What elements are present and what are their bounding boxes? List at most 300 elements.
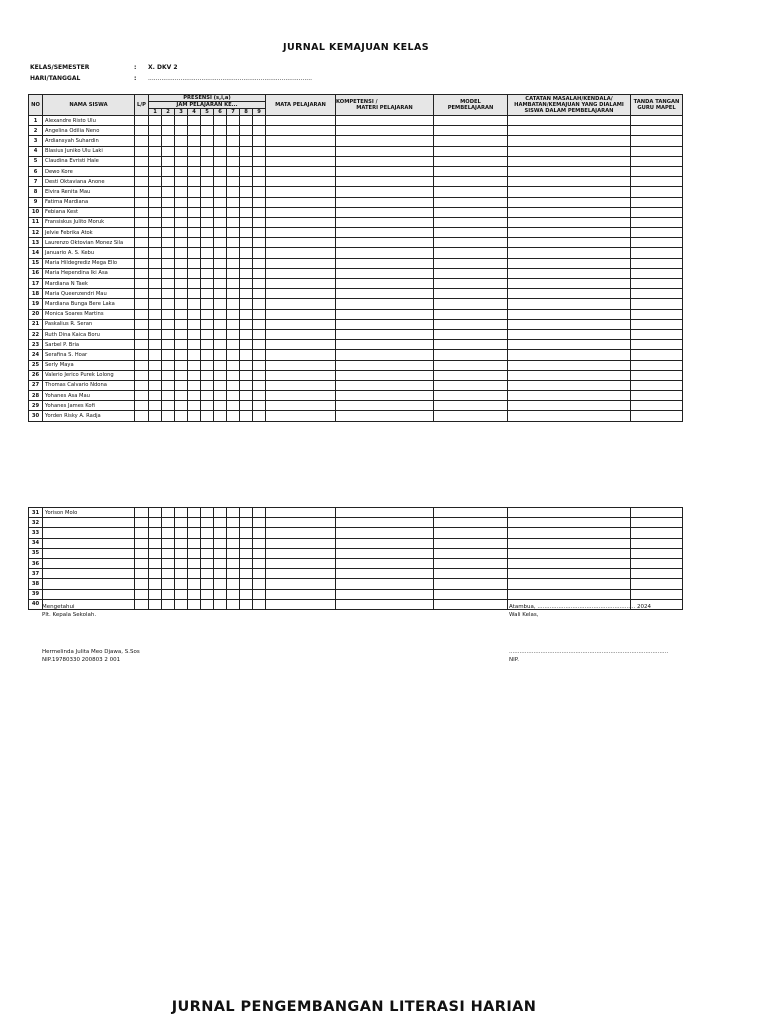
jam-cell	[175, 299, 188, 309]
jam-cell	[240, 350, 253, 360]
student-name	[43, 528, 135, 538]
jam-cell	[149, 391, 162, 401]
sig-left-name: Hermelinda Julita Meo Djawa, S.Sos	[42, 649, 140, 655]
catatan-cell	[508, 518, 631, 528]
jam-cell	[162, 116, 175, 126]
jam-cell	[201, 569, 214, 579]
jam-cell	[149, 599, 162, 609]
jam-cell	[175, 538, 188, 548]
jam-cell	[227, 309, 240, 319]
table-row	[29, 518, 683, 528]
jam-cell	[253, 411, 266, 421]
jam-cell	[188, 589, 201, 599]
jam-cell	[188, 319, 201, 329]
model-cell	[434, 391, 508, 401]
lp-cell	[135, 248, 149, 258]
student-name	[43, 538, 135, 548]
model-cell	[434, 528, 508, 538]
jam-cell	[214, 207, 227, 217]
mapel-cell	[266, 589, 336, 599]
model-cell	[434, 508, 508, 518]
table-row	[29, 548, 683, 558]
jam-cell	[188, 238, 201, 248]
jam-cell	[253, 589, 266, 599]
jam-cell	[201, 116, 214, 126]
jam-cell	[149, 187, 162, 197]
jam-cell	[149, 340, 162, 350]
jam-cell	[201, 508, 214, 518]
model-cell	[434, 309, 508, 319]
jam-cell	[227, 589, 240, 599]
catatan-cell	[508, 126, 631, 136]
kompetensi-cell	[336, 569, 434, 579]
jam-cell	[201, 518, 214, 528]
model-cell	[434, 569, 508, 579]
jam-cell	[240, 319, 253, 329]
catatan-cell	[508, 187, 631, 197]
next-page-title: JURNAL PENGEMBANGAN LITERASI HARIAN	[171, 999, 537, 1015]
jam-cell	[175, 126, 188, 136]
catatan-cell	[508, 258, 631, 268]
lp-cell	[135, 177, 149, 187]
table-row	[29, 238, 683, 248]
model-cell	[434, 518, 508, 528]
ttd-cell	[631, 538, 683, 548]
jam-cell	[240, 197, 253, 207]
catatan-cell	[508, 360, 631, 370]
model-cell	[434, 187, 508, 197]
ttd-cell	[631, 217, 683, 227]
jam-cell	[201, 401, 214, 411]
jam-cell	[188, 370, 201, 380]
jam-cell	[201, 146, 214, 156]
jam-cell	[214, 558, 227, 568]
jam-cell	[201, 197, 214, 207]
jam-cell	[188, 401, 201, 411]
lp-cell	[135, 279, 149, 289]
header-jam: JAM PELAJARAN KE...	[149, 102, 266, 109]
table-row	[29, 248, 683, 258]
student-name	[43, 518, 135, 528]
jam-cell	[175, 548, 188, 558]
sig-left-nip: NIP.19780330 200803 2 001	[42, 656, 121, 663]
lp-cell	[135, 558, 149, 568]
jam-cell	[227, 411, 240, 421]
jam-cell	[149, 136, 162, 146]
catatan-cell	[508, 177, 631, 187]
jam-cell	[162, 558, 175, 568]
student-name: Yorden Risky A. Radja	[43, 411, 135, 421]
lp-cell	[135, 299, 149, 309]
jam-cell	[175, 197, 188, 207]
ttd-cell	[631, 228, 683, 238]
jam-7: 7	[227, 109, 240, 116]
row-number: 32	[29, 518, 43, 528]
catatan-cell	[508, 350, 631, 360]
model-cell	[434, 177, 508, 187]
jam-cell	[227, 370, 240, 380]
row-number: 9	[29, 197, 43, 207]
student-name	[43, 579, 135, 589]
student-name: Mardiana Bunga Bere Laka	[43, 299, 135, 309]
student-name: Januario A. S. Kebu	[43, 248, 135, 258]
jam-cell	[149, 166, 162, 176]
mapel-cell	[266, 569, 336, 579]
jam-cell	[227, 569, 240, 579]
jam-cell	[201, 309, 214, 319]
mapel-cell	[266, 217, 336, 227]
student-rows-continued	[29, 508, 683, 610]
jam-cell	[240, 228, 253, 238]
header-kompetensi	[336, 95, 434, 116]
mapel-cell	[266, 279, 336, 289]
jam-cell	[201, 329, 214, 339]
jam-cell	[175, 166, 188, 176]
jam-cell	[253, 391, 266, 401]
kompetensi-cell	[336, 558, 434, 568]
row-number: 18	[29, 289, 43, 299]
student-name	[43, 558, 135, 568]
catatan-cell	[508, 156, 631, 166]
jam-cell	[175, 177, 188, 187]
row-number: 7	[29, 177, 43, 187]
mapel-cell	[266, 508, 336, 518]
lp-cell	[135, 197, 149, 207]
mapel-cell	[266, 548, 336, 558]
table-row	[29, 380, 683, 390]
jam-cell	[162, 350, 175, 360]
header-model-line1: MODEL	[460, 99, 481, 105]
student-name: Monica Soares Martins	[43, 309, 135, 319]
mapel-cell	[266, 156, 336, 166]
sig-left-role: Plt. Kepala Sekolah.	[42, 611, 97, 618]
jam-cell	[149, 329, 162, 339]
jam-cell	[149, 538, 162, 548]
jam-cell	[214, 370, 227, 380]
table-row	[29, 329, 683, 339]
document-title: JURNAL KEMAJUAN KELAS	[283, 42, 429, 53]
jam-cell	[175, 569, 188, 579]
table-row	[29, 589, 683, 599]
ttd-cell	[631, 579, 683, 589]
student-name: Blasius Juniko Ulu Laki	[43, 146, 135, 156]
student-name: Febiana Kest	[43, 207, 135, 217]
kompetensi-cell	[336, 360, 434, 370]
model-cell	[434, 126, 508, 136]
jam-cell	[253, 538, 266, 548]
ttd-cell	[631, 177, 683, 187]
jam-cell	[253, 548, 266, 558]
jam-cell	[162, 156, 175, 166]
row-number: 31	[29, 508, 43, 518]
jam-cell	[201, 558, 214, 568]
jam-cell	[253, 599, 266, 609]
jam-cell	[162, 360, 175, 370]
jam-cell	[227, 329, 240, 339]
jam-cell	[240, 340, 253, 350]
jam-cell	[188, 329, 201, 339]
table-row	[29, 187, 683, 197]
kompetensi-cell	[336, 217, 434, 227]
jam-cell	[149, 558, 162, 568]
jam-cell	[175, 360, 188, 370]
model-cell	[434, 538, 508, 548]
jam-cell	[253, 279, 266, 289]
jam-cell	[175, 279, 188, 289]
student-name: Yohanes Asa Mau	[43, 391, 135, 401]
ttd-cell	[631, 350, 683, 360]
lp-cell	[135, 187, 149, 197]
lp-cell	[135, 319, 149, 329]
jam-cell	[240, 569, 253, 579]
jam-cell	[175, 599, 188, 609]
jam-cell	[175, 309, 188, 319]
kompetensi-cell	[336, 248, 434, 258]
kompetensi-cell	[336, 126, 434, 136]
student-rows	[29, 116, 683, 422]
mapel-cell	[266, 126, 336, 136]
row-number: 22	[29, 329, 43, 339]
row-number: 3	[29, 136, 43, 146]
jam-cell	[188, 579, 201, 589]
jam-cell	[227, 177, 240, 187]
table-row	[29, 579, 683, 589]
kompetensi-cell	[336, 319, 434, 329]
kompetensi-cell	[336, 136, 434, 146]
jam-cell	[214, 258, 227, 268]
jam-cell	[253, 340, 266, 350]
catatan-cell	[508, 116, 631, 126]
model-cell	[434, 248, 508, 258]
jam-cell	[201, 340, 214, 350]
jam-cell	[240, 528, 253, 538]
sig-right-role: Wali Kelas,	[509, 611, 539, 618]
jam-cell	[214, 340, 227, 350]
student-name: Maria Hependina Iki Asa	[43, 268, 135, 278]
jam-cell	[162, 258, 175, 268]
lp-cell	[135, 116, 149, 126]
jam-cell	[201, 391, 214, 401]
model-cell	[434, 370, 508, 380]
model-cell	[434, 599, 508, 609]
jam-cell	[253, 177, 266, 187]
jam-cell	[201, 548, 214, 558]
kompetensi-cell	[336, 279, 434, 289]
catatan-cell	[508, 309, 631, 319]
jam-cell	[162, 319, 175, 329]
student-name	[43, 548, 135, 558]
jam-cell	[214, 411, 227, 421]
jam-cell	[175, 207, 188, 217]
table-row	[29, 126, 683, 136]
student-name: Paskalius R. Seran	[43, 319, 135, 329]
jam-cell	[227, 299, 240, 309]
student-name: Serafina S. Hoar	[43, 350, 135, 360]
jam-cell	[214, 360, 227, 370]
student-name: Desti Oktaviana Anone	[43, 177, 135, 187]
mapel-cell	[266, 238, 336, 248]
catatan-cell	[508, 370, 631, 380]
jam-cell	[149, 258, 162, 268]
table-row	[29, 411, 683, 421]
ttd-cell	[631, 299, 683, 309]
jam-cell	[227, 518, 240, 528]
mapel-cell	[266, 599, 336, 609]
jam-cell	[227, 279, 240, 289]
model-cell	[434, 350, 508, 360]
jam-cell	[253, 268, 266, 278]
kompetensi-cell	[336, 228, 434, 238]
row-number: 38	[29, 579, 43, 589]
jam-cell	[253, 166, 266, 176]
lp-cell	[135, 518, 149, 528]
student-name: Valerio Jerico Purek Lolong	[43, 370, 135, 380]
model-cell	[434, 116, 508, 126]
jam-cell	[188, 146, 201, 156]
row-number: 26	[29, 370, 43, 380]
jam-cell	[188, 258, 201, 268]
kompetensi-cell	[336, 329, 434, 339]
student-name: Claudina Evristi Hale	[43, 156, 135, 166]
jam-cell	[253, 508, 266, 518]
table-row	[29, 558, 683, 568]
table-row	[29, 401, 683, 411]
kompetensi-cell	[336, 238, 434, 248]
jam-cell	[240, 370, 253, 380]
sig-right-place-date: Atambua, ........................................................ 2024	[509, 604, 652, 610]
jam-cell	[162, 177, 175, 187]
jam-cell	[188, 268, 201, 278]
jam-cell	[188, 177, 201, 187]
student-name: Alexandre Risto Ulu	[43, 116, 135, 126]
sig-left-mengetahui: Mengetahui	[42, 604, 75, 610]
model-cell	[434, 279, 508, 289]
kompetensi-cell	[336, 599, 434, 609]
jam-cell	[175, 228, 188, 238]
row-number: 19	[29, 299, 43, 309]
jam-cell	[240, 207, 253, 217]
header-mapel: MATA PELAJARAN	[266, 95, 336, 116]
kompetensi-cell	[336, 548, 434, 558]
lp-cell	[135, 391, 149, 401]
table-row	[29, 508, 683, 518]
jam-cell	[175, 116, 188, 126]
jam-cell	[253, 126, 266, 136]
table-row	[29, 136, 683, 146]
table-row	[29, 268, 683, 278]
kompetensi-cell	[336, 391, 434, 401]
jam-cell	[214, 401, 227, 411]
row-number: 24	[29, 350, 43, 360]
table-row	[29, 146, 683, 156]
catatan-cell	[508, 411, 631, 421]
catatan-cell	[508, 289, 631, 299]
jam-cell	[214, 279, 227, 289]
kompetensi-cell	[336, 268, 434, 278]
mapel-cell	[266, 177, 336, 187]
ttd-cell	[631, 126, 683, 136]
jam-cell	[162, 238, 175, 248]
row-number: 17	[29, 279, 43, 289]
jam-cell	[227, 116, 240, 126]
jam-cell	[175, 380, 188, 390]
table-row	[29, 528, 683, 538]
jam-cell	[162, 299, 175, 309]
jam-cell	[175, 329, 188, 339]
table-row	[29, 319, 683, 329]
jam-cell	[214, 156, 227, 166]
mapel-cell	[266, 350, 336, 360]
jam-cell	[227, 558, 240, 568]
mapel-cell	[266, 558, 336, 568]
journal-table-continued	[28, 507, 683, 610]
model-cell	[434, 411, 508, 421]
jam-cell	[201, 599, 214, 609]
row-number: 23	[29, 340, 43, 350]
kompetensi-cell	[336, 528, 434, 538]
row-number: 21	[29, 319, 43, 329]
model-cell	[434, 156, 508, 166]
kompetensi-cell	[336, 579, 434, 589]
ttd-cell	[631, 569, 683, 579]
jam-cell	[188, 548, 201, 558]
jam-cell	[188, 340, 201, 350]
catatan-cell	[508, 238, 631, 248]
jam-cell	[227, 360, 240, 370]
kompetensi-cell	[336, 411, 434, 421]
jam-cell	[227, 599, 240, 609]
model-cell	[434, 299, 508, 309]
header-ttd-line1: TANDA TANGAN	[633, 99, 680, 105]
jam-cell	[162, 528, 175, 538]
jam-cell	[175, 268, 188, 278]
mapel-cell	[266, 166, 336, 176]
jam-cell	[188, 289, 201, 299]
jam-cell	[214, 166, 227, 176]
student-name: Fransiskus Julito Moruk	[43, 217, 135, 227]
kompetensi-cell	[336, 401, 434, 411]
ttd-cell	[631, 289, 683, 299]
mapel-cell	[266, 248, 336, 258]
jam-cell	[227, 136, 240, 146]
jam-cell	[253, 248, 266, 258]
kompetensi-cell	[336, 380, 434, 390]
jam-cell	[253, 360, 266, 370]
kompetensi-cell	[336, 156, 434, 166]
jam-cell	[201, 228, 214, 238]
jam-cell	[240, 518, 253, 528]
model-cell	[434, 380, 508, 390]
catatan-cell	[508, 197, 631, 207]
jam-cell	[227, 146, 240, 156]
model-cell	[434, 589, 508, 599]
lp-cell	[135, 401, 149, 411]
jam-cell	[201, 207, 214, 217]
mapel-cell	[266, 136, 336, 146]
jam-cell	[201, 299, 214, 309]
jam-cell	[214, 589, 227, 599]
kompetensi-cell	[336, 166, 434, 176]
jam-cell	[175, 508, 188, 518]
jam-cell	[175, 258, 188, 268]
row-number: 37	[29, 569, 43, 579]
row-number: 33	[29, 528, 43, 538]
jam-cell	[188, 508, 201, 518]
lp-cell	[135, 207, 149, 217]
jam-cell	[240, 360, 253, 370]
mapel-cell	[266, 258, 336, 268]
mapel-cell	[266, 411, 336, 421]
